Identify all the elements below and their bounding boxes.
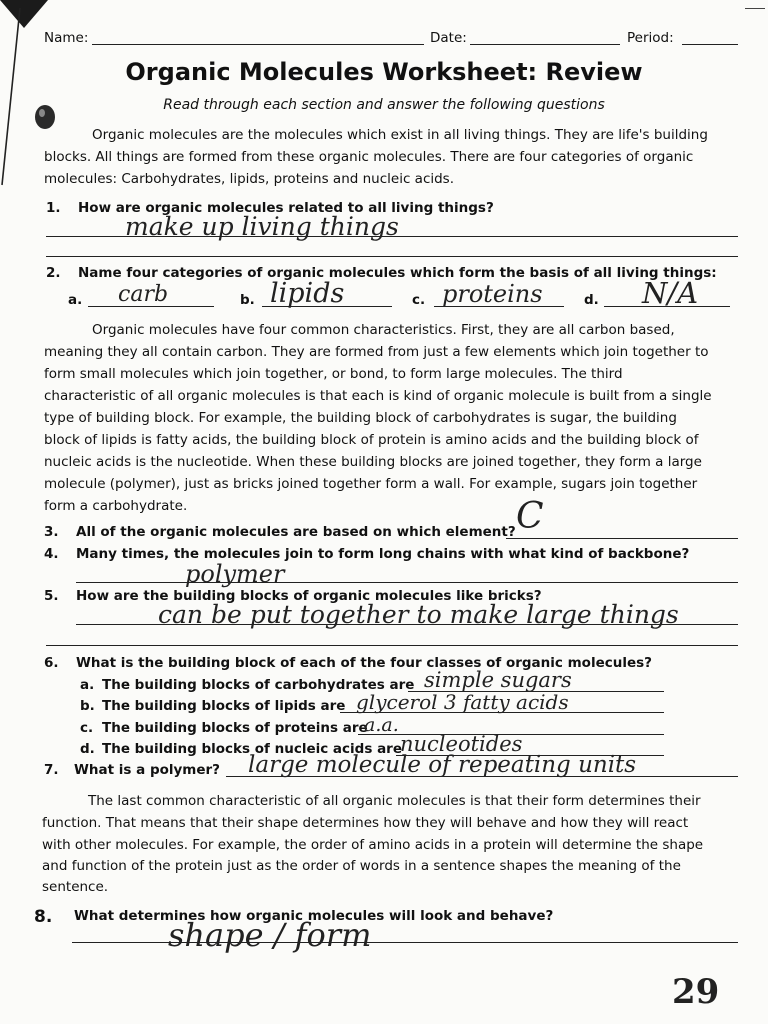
question-1-text: How are organic molecules related to all living things? (78, 200, 494, 216)
answer-6b-handwritten: glycerol 3 fatty acids (356, 690, 569, 714)
question-6a-text: The building blocks of carbohydrates are (102, 677, 415, 693)
subitem-label: a. (80, 677, 95, 693)
question-number: 8. (34, 907, 53, 927)
answer-2c-handwritten: proteins (442, 280, 543, 308)
question-7-text: What is a polymer? (74, 762, 221, 778)
question-6d-text: The building blocks of nucleic acids are (102, 741, 402, 757)
body-line: type of building block. For example, the building block of carbohydrates is sugar, the building (44, 410, 677, 426)
answer-8-handwritten: shape / form (168, 916, 372, 954)
subitem-label: c. (80, 720, 94, 736)
name-field[interactable] (92, 44, 424, 45)
answer-2b-handwritten: lipids (270, 278, 345, 309)
answer-3-handwritten: C (516, 496, 544, 537)
question-number: 5. (44, 588, 59, 604)
answer-5-line[interactable] (76, 624, 738, 625)
answer-2d-handwritten: N/A (642, 276, 699, 310)
answer-2a-handwritten: carb (118, 282, 169, 307)
answer-1-handwritten: make up living things (125, 212, 399, 241)
body-line: form a carbohydrate. (44, 498, 188, 514)
body-line: nucleic acids is the nucleotide. When these building blocks are joined together, they form a large (44, 454, 702, 470)
answer-6c-handwritten: a.a. (364, 714, 399, 736)
body-line: sentence. (42, 879, 109, 895)
answer-7-handwritten: large molecule of repeating units (248, 752, 637, 778)
intro-line: blocks. All things are formed from these organic molecules. There are four categories of organic (44, 149, 694, 165)
answer-4-handwritten: polymer (185, 560, 285, 588)
date-label: Date: (430, 30, 467, 46)
scan-edge-mark (745, 8, 765, 9)
answer-8-line[interactable] (72, 942, 738, 943)
answer-5-line-2[interactable] (46, 645, 738, 646)
date-field[interactable] (470, 44, 620, 45)
question-8-text: What determines how organic molecules will look and behave? (74, 908, 554, 924)
body-line: block of lipids is fatty acids, the building block of protein is amino acids and the building block of (44, 432, 699, 448)
question-5-text: How are the building blocks of organic molecules like bricks? (76, 588, 542, 604)
question-3-text: All of the organic molecules are based on which element? (76, 524, 516, 540)
question-2-text: Name four categories of organic molecules which form the basis of all living things: (78, 265, 717, 281)
intro-line: molecules: Carbohydrates, lipids, proteins and nucleic acids. (44, 171, 455, 187)
page-number: 29 (672, 972, 720, 1012)
subitem-label: d. (80, 741, 95, 757)
option-label: d. (584, 292, 599, 308)
body-line: and function of the protein just as the order of words in a sentence shapes the meaning of the (42, 858, 681, 874)
period-field[interactable] (682, 44, 738, 45)
body-line: The last common characteristic of all organic molecules is that their form determines their (88, 793, 701, 809)
answer-6d-handwritten: nucleotides (400, 732, 523, 756)
question-number: 1. (46, 200, 61, 216)
intro-line: Organic molecules are the molecules which exist in all living things. They are life's building (92, 127, 708, 143)
question-number: 2. (46, 265, 61, 281)
body-line: molecule (polymer), just as bricks joined together form a wall. For example, sugars join together (44, 476, 698, 492)
name-label: Name: (44, 30, 89, 46)
body-line: form small molecules which join together, or bond, to form large molecules. The third (44, 366, 623, 382)
question-number: 3. (44, 524, 59, 540)
question-6-text: What is the building block of each of the four classes of organic molecules? (76, 655, 652, 671)
option-label: a. (68, 292, 83, 308)
question-number: 7. (44, 762, 59, 778)
answer-1-line-2[interactable] (46, 256, 738, 257)
body-line: characteristic of all organic molecules is that each is kind of organic molecule is built from a single (44, 388, 712, 404)
answer-4-line[interactable] (76, 582, 738, 583)
answer-6a-handwritten: simple sugars (424, 668, 572, 692)
period-label: Period: (627, 30, 674, 46)
question-number: 6. (44, 655, 59, 671)
answer-5-handwritten: can be put together to make large things (158, 600, 679, 629)
body-line: Organic molecules have four common characteristics. First, they are all carbon based, (92, 322, 675, 338)
answer-1-line[interactable] (46, 236, 738, 237)
question-number: 4. (44, 546, 59, 562)
body-line: function. That means that their shape determines how they will behave and how they will react (42, 815, 689, 831)
body-line: meaning they all contain carbon. They are formed from just a few elements which join together to (44, 344, 709, 360)
question-6b-text: The building blocks of lipids are (102, 698, 346, 714)
page-title: Organic Molecules Worksheet: Review (125, 58, 643, 86)
option-label: b. (240, 292, 255, 308)
option-label: c. (412, 292, 426, 308)
body-line: with other molecules. For example, the order of amino acids in a protein will determine the shape (42, 837, 704, 853)
question-4-text: Many times, the molecules join to form long chains with what kind of backbone? (76, 546, 690, 562)
subitem-label: b. (80, 698, 95, 714)
question-6c-text: The building blocks of proteins are (102, 720, 368, 736)
page-subtitle: Read through each section and answer the following questions (163, 97, 605, 113)
answer-3-line[interactable] (506, 538, 738, 539)
